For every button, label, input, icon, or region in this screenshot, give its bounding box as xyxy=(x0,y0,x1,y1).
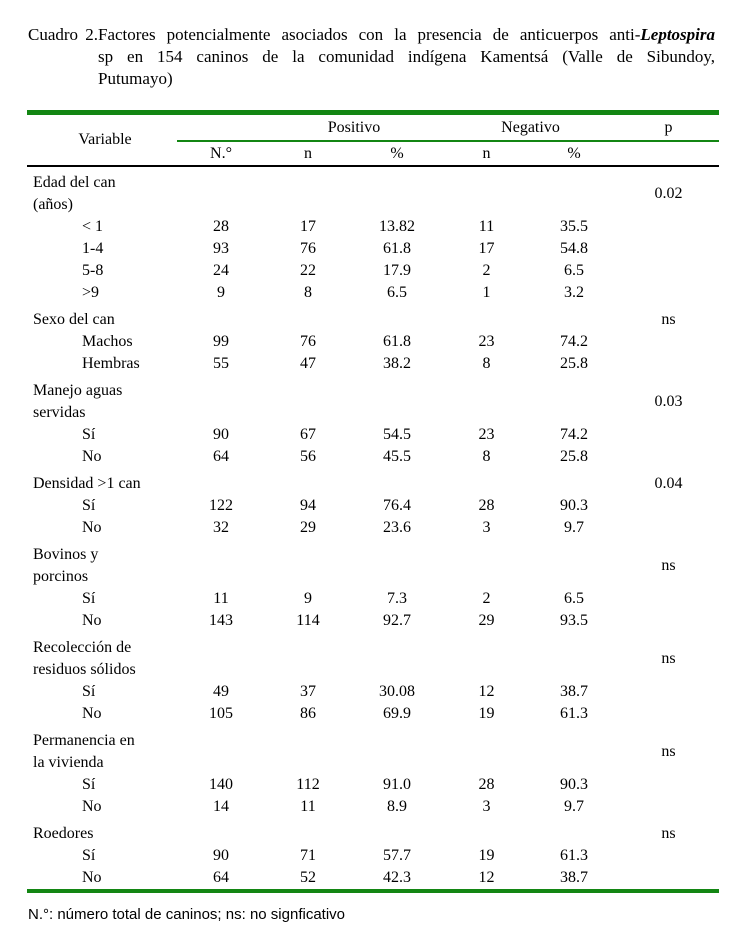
table-row xyxy=(27,588,719,610)
variable-group-row xyxy=(27,632,719,681)
table-row xyxy=(27,610,719,632)
value-cell: 56 xyxy=(300,448,316,465)
value-cell: 25.8 xyxy=(560,355,588,372)
value-cell: 90.3 xyxy=(560,497,588,514)
category-label: Sí xyxy=(82,683,96,700)
variable-group-label xyxy=(27,725,177,774)
value-cell: 38.7 xyxy=(560,683,588,700)
value-cell: 19 xyxy=(478,705,495,722)
header-row-groups xyxy=(27,113,719,142)
col-header-n-positivo: n xyxy=(265,141,351,166)
col-header-pct-negativo: % xyxy=(530,141,618,166)
value-cell: 69.9 xyxy=(383,705,411,722)
table-row xyxy=(27,238,719,260)
p-value: ns xyxy=(661,650,676,667)
table-row xyxy=(27,681,719,703)
caption-label: Cuadro 2. xyxy=(28,25,98,44)
value-cell: 76.4 xyxy=(383,497,411,514)
p-spacer xyxy=(618,610,719,632)
p-spacer xyxy=(618,216,719,238)
value-cell: 3.2 xyxy=(564,284,584,301)
variable-group-label xyxy=(27,304,177,331)
category-label: >9 xyxy=(82,284,100,301)
group-label-line: Densidad >1 can xyxy=(33,475,141,492)
variable-group-label xyxy=(27,375,177,424)
value-cell: 112 xyxy=(296,776,320,793)
table-row xyxy=(27,216,719,238)
value-cell: 76 xyxy=(300,333,316,350)
group-label-line: Bovinos y xyxy=(33,546,99,563)
col-header-negativo: Negativo xyxy=(443,113,618,142)
value-cell: 23 xyxy=(478,426,495,443)
group-label-line: Recolección de xyxy=(33,639,132,656)
value-cell: 42.3 xyxy=(383,869,411,886)
group-values-spacer xyxy=(177,375,618,424)
value-cell: 9.7 xyxy=(564,519,584,536)
value-cell: 7.3 xyxy=(387,590,407,607)
variable-group-row xyxy=(27,304,719,331)
caption-text: Factores potencialmente asociados con la presencia de anticuerpos anti- xyxy=(98,25,641,44)
p-spacer xyxy=(618,796,719,818)
p-spacer xyxy=(618,588,719,610)
variable-group-label xyxy=(27,632,177,681)
value-cell: 8 xyxy=(304,284,312,301)
p-spacer xyxy=(618,517,719,539)
group-values-spacer xyxy=(177,468,618,495)
table-row xyxy=(27,282,719,304)
value-cell: 6.5 xyxy=(564,262,584,279)
value-cell: 71 xyxy=(300,847,316,864)
value-cell: 92.7 xyxy=(383,612,411,629)
group-label-line: porcinos xyxy=(33,568,89,585)
value-cell: 23.6 xyxy=(383,519,411,536)
value-cell: 94 xyxy=(300,497,316,514)
category-label: Sí xyxy=(82,847,96,864)
group-values-spacer xyxy=(177,304,618,331)
value-cell: 14 xyxy=(213,798,229,815)
value-cell: 12 xyxy=(478,683,495,700)
value-cell: 9.7 xyxy=(564,798,584,815)
value-cell: 64 xyxy=(213,448,229,465)
category-label: No xyxy=(82,869,102,886)
group-label-line: residuos sólidos xyxy=(33,661,136,678)
value-cell: 6.5 xyxy=(564,590,584,607)
table-row xyxy=(27,260,719,282)
group-label-line: Edad del can xyxy=(33,174,116,191)
p-value: ns xyxy=(661,311,676,328)
variable-group-row xyxy=(27,539,719,588)
caption-line-3: Putumayo) xyxy=(98,69,173,88)
variable-group-label xyxy=(27,818,177,845)
category-label: Machos xyxy=(82,333,133,350)
p-value: ns xyxy=(661,557,676,574)
category-label: Hembras xyxy=(82,355,140,372)
caption-species-name: Leptospira xyxy=(640,25,715,44)
value-cell: 28 xyxy=(478,497,495,514)
variable-group-row xyxy=(27,818,719,845)
value-cell: 91.0 xyxy=(383,776,411,793)
table-header xyxy=(27,113,719,167)
category-label: 5-8 xyxy=(82,262,104,279)
value-cell: 11 xyxy=(478,218,495,235)
value-cell: 17.9 xyxy=(383,262,411,279)
group-values-spacer xyxy=(177,725,618,774)
value-cell: 61.8 xyxy=(383,240,411,257)
group-values-spacer xyxy=(177,632,618,681)
value-cell: 29 xyxy=(478,612,495,629)
group-values-spacer xyxy=(177,166,618,216)
table-row xyxy=(27,845,719,867)
value-cell: 22 xyxy=(300,262,316,279)
p-spacer xyxy=(618,774,719,796)
value-cell: 37 xyxy=(300,683,316,700)
value-cell: 86 xyxy=(300,705,316,722)
category-label: No xyxy=(82,612,102,629)
value-cell: 9 xyxy=(304,590,312,607)
value-cell: 25.8 xyxy=(560,448,588,465)
table-row xyxy=(27,446,719,468)
group-label-line: Sexo del can xyxy=(33,311,115,328)
category-label: Sí xyxy=(82,497,96,514)
value-cell: 49 xyxy=(213,683,229,700)
value-cell: 74.2 xyxy=(560,426,588,443)
value-cell: 74.2 xyxy=(560,333,588,350)
p-value: 0.02 xyxy=(654,185,683,202)
p-spacer xyxy=(618,260,719,282)
value-cell: 114 xyxy=(296,612,320,629)
variable-group-row xyxy=(27,166,719,216)
p-spacer xyxy=(618,495,719,517)
factors-table xyxy=(27,110,719,893)
value-cell: 61.8 xyxy=(383,333,411,350)
p-spacer xyxy=(618,282,719,304)
category-label: No xyxy=(82,448,102,465)
value-cell: 23 xyxy=(478,333,495,350)
value-cell: 38.7 xyxy=(560,869,588,886)
value-cell: 64 xyxy=(213,869,229,886)
p-value: 0.04 xyxy=(654,475,683,492)
caption-line-1 xyxy=(28,24,715,46)
variable-group-label xyxy=(27,539,177,588)
value-cell: 11 xyxy=(300,798,316,815)
category-label: No xyxy=(82,798,102,815)
col-header-p-spacer xyxy=(618,141,719,166)
value-cell: 3 xyxy=(482,519,491,536)
value-cell: 61.3 xyxy=(560,847,588,864)
value-cell: 30.08 xyxy=(379,683,415,700)
value-cell: 17 xyxy=(300,218,316,235)
value-cell: 35.5 xyxy=(560,218,588,235)
table-row xyxy=(27,703,719,725)
value-cell: 32 xyxy=(213,519,229,536)
table-caption xyxy=(28,24,715,90)
value-cell: 90 xyxy=(213,426,229,443)
variable-group-label xyxy=(27,166,177,216)
p-spacer xyxy=(618,446,719,468)
value-cell: 1 xyxy=(482,284,491,301)
variable-group-row xyxy=(27,725,719,774)
variable-group-row xyxy=(27,468,719,495)
table-row xyxy=(27,353,719,375)
variable-group-label xyxy=(27,468,177,495)
group-values-spacer xyxy=(177,818,618,845)
value-cell: 45.5 xyxy=(383,448,411,465)
p-value: 0.03 xyxy=(654,393,683,410)
value-cell: 90 xyxy=(213,847,229,864)
group-label-line: Permanencia en xyxy=(33,732,135,749)
caption-line-2: sp en 154 caninos de la comunidad indígena Kamentsá (Valle de Sibundoy, xyxy=(98,47,715,66)
value-cell: 29 xyxy=(300,519,316,536)
col-header-positivo: Positivo xyxy=(265,113,443,142)
value-cell: 6.5 xyxy=(387,284,407,301)
category-label: Sí xyxy=(82,590,96,607)
value-cell: 3 xyxy=(482,798,491,815)
group-label-line: Roedores xyxy=(33,825,94,842)
variable-group-row xyxy=(27,375,719,424)
p-spacer xyxy=(618,845,719,867)
value-cell: 8.9 xyxy=(387,798,407,815)
value-cell: 2 xyxy=(482,590,491,607)
p-spacer xyxy=(618,353,719,375)
value-cell: 90.3 xyxy=(560,776,588,793)
value-cell: 57.7 xyxy=(383,847,411,864)
value-cell: 28 xyxy=(478,776,495,793)
value-cell: 11 xyxy=(213,590,229,607)
p-spacer xyxy=(618,681,719,703)
col-header-pct-positivo: % xyxy=(351,141,443,166)
value-cell: 8 xyxy=(482,355,491,372)
category-label: No xyxy=(82,705,102,722)
p-spacer xyxy=(618,424,719,446)
value-cell: 12 xyxy=(478,869,495,886)
value-cell: 17 xyxy=(478,240,495,257)
value-cell: 143 xyxy=(209,612,233,629)
value-cell: 67 xyxy=(300,426,316,443)
table-row xyxy=(27,424,719,446)
table-body xyxy=(27,166,719,891)
category-label: 1-4 xyxy=(82,240,104,257)
col-header-variable: Variable xyxy=(27,113,177,167)
table-row xyxy=(27,774,719,796)
p-spacer xyxy=(618,331,719,353)
table-row xyxy=(27,331,719,353)
category-label: < 1 xyxy=(82,218,104,235)
category-label: Sí xyxy=(82,776,96,793)
value-cell: 28 xyxy=(213,218,229,235)
value-cell: 19 xyxy=(478,847,495,864)
group-label-line: servidas xyxy=(33,404,86,421)
category-label: Sí xyxy=(82,426,96,443)
value-cell: 93 xyxy=(213,240,229,257)
table-row xyxy=(27,495,719,517)
p-value: ns xyxy=(661,825,676,842)
value-cell: 61.3 xyxy=(560,705,588,722)
p-spacer xyxy=(618,703,719,725)
value-cell: 38.2 xyxy=(383,355,411,372)
table-row xyxy=(27,867,719,891)
value-cell: 105 xyxy=(209,705,233,722)
value-cell: 8 xyxy=(482,448,491,465)
value-cell: 76 xyxy=(300,240,316,257)
p-value: ns xyxy=(661,743,676,760)
value-cell: 93.5 xyxy=(560,612,588,629)
value-cell: 54.5 xyxy=(383,426,411,443)
col-header-spacer xyxy=(177,113,265,142)
value-cell: 140 xyxy=(209,776,233,793)
p-spacer xyxy=(618,238,719,260)
value-cell: 99 xyxy=(213,333,229,350)
value-cell: 52 xyxy=(300,869,316,886)
col-header-p: p xyxy=(618,113,719,142)
value-cell: 122 xyxy=(209,497,233,514)
group-label-line: Manejo aguas xyxy=(33,382,123,399)
group-label-line: la vivienda xyxy=(33,754,104,771)
p-spacer xyxy=(618,867,719,891)
col-header-n-total: N.° xyxy=(177,141,265,166)
value-cell: 55 xyxy=(213,355,229,372)
value-cell: 9 xyxy=(217,284,225,301)
table-row xyxy=(27,796,719,818)
value-cell: 13.82 xyxy=(379,218,415,235)
group-values-spacer xyxy=(177,539,618,588)
col-header-n-negativo: n xyxy=(443,141,530,166)
group-label-line: (años) xyxy=(33,196,73,213)
value-cell: 24 xyxy=(213,262,229,279)
table-footnote: N.°: número total de caninos; ns: no signficativo xyxy=(28,906,345,923)
category-label: No xyxy=(82,519,102,536)
table-row xyxy=(27,517,719,539)
value-cell: 2 xyxy=(482,262,491,279)
value-cell: 47 xyxy=(300,355,316,372)
value-cell: 54.8 xyxy=(560,240,588,257)
